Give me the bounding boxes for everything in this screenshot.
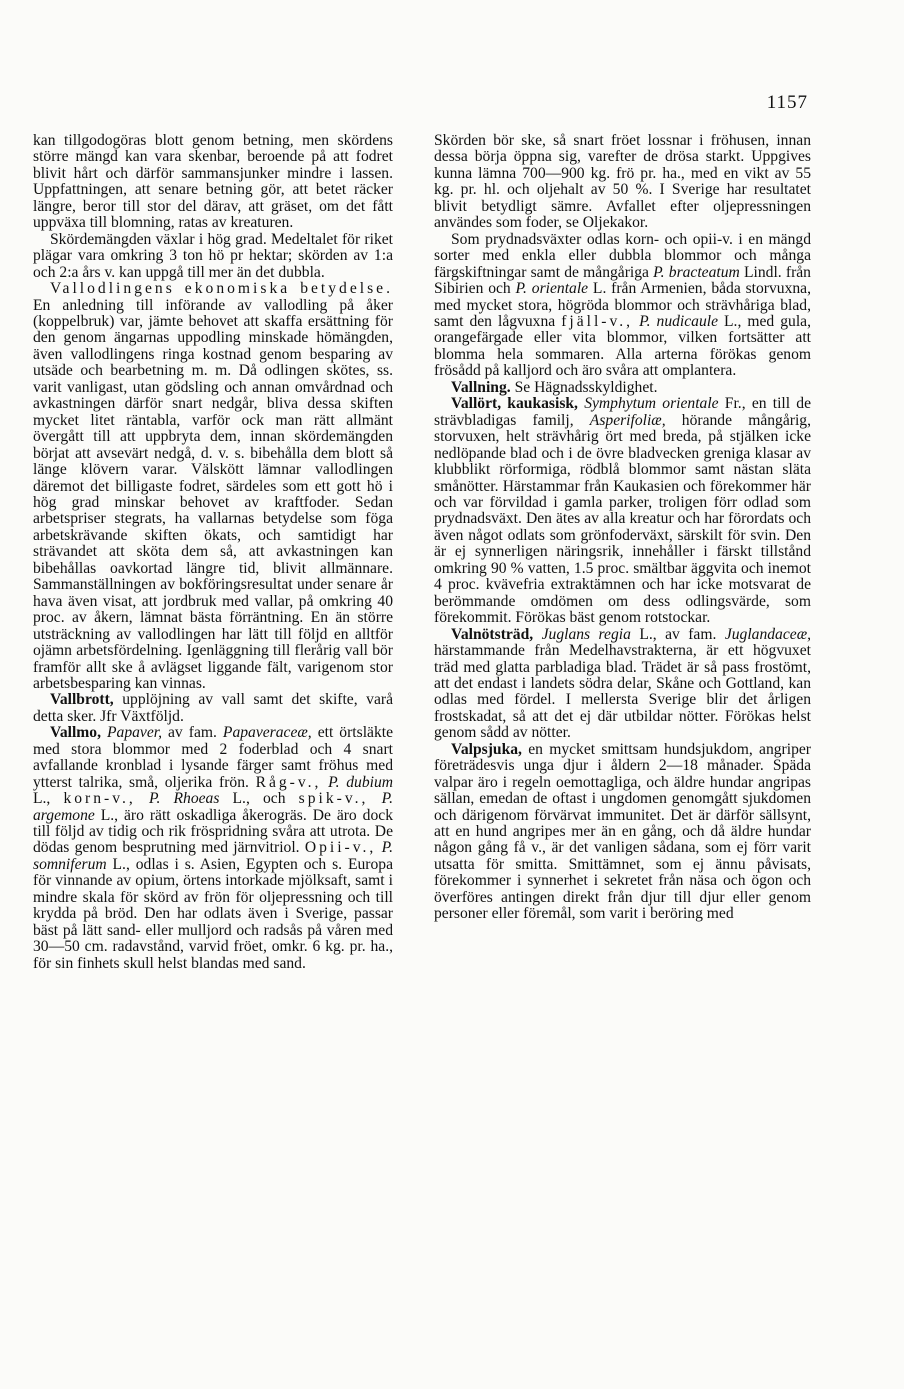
article-paragraph [434,133,811,232]
text-run: Som prydnadsväxter odlas korn- och opii-v. i en mängd sorter med enkla eller dubbla blommor och många färgskiftningar samt de mångåriga [434,230,811,281]
article-paragraph [434,232,811,380]
text-run: P. Rhoeas [148,790,220,808]
left-column [33,133,393,972]
page-number: 1157 [766,92,808,113]
article-paragraph [434,396,811,626]
text-run [136,790,149,807]
entry-headword: Vallmo, [50,724,101,742]
text-run: fjäll-v., [561,312,634,330]
article-paragraph [33,281,393,692]
text-run: Papaveraceæ, [222,724,312,742]
text-run: Vallodlingens ekonomiska betydelse. [50,280,393,298]
text-run: Lindl. från Sibirien och [434,263,811,298]
text-run: L., [33,790,64,808]
text-run [533,626,541,643]
text-run: Skördemängden växlar i hög grad. Medeltalet för riket plägar vara omkring 3 ton hö pr hektar; skörden av 1:a och 2:a års v. kan uppgå till mer än det dubbla. [33,230,393,281]
text-run: spik-v., [298,790,369,808]
text-run: P. nudicaule [639,312,719,330]
text-run: L., med gula, orangefärgade eller vita blommor, vilken fortsätter att blomma hela sommaren. Alla arterna förökas genom frösådd på kalljord och äro svåra att omplantera. [434,312,811,380]
text-run: härstammande från Medelhavstrakterna, är ett högvuxet träd med glatta parbladiga blad. Trädet är så pass frostömt, att det endast i landets södra delar, Skåne och Gottland, kan odlas med fördel. I mellersta Sverige blir det årligen frostskadat, så att det ej där utbildar nötter. Förökas helst genom sådd av nötter. [434,642,811,742]
article-paragraph [434,380,811,396]
article-paragraph [33,133,393,232]
article-paragraph [434,742,811,923]
text-run: Skörden bör ske, så snart fröet lossnar i fröhusen, innan dessa börja öppna sig, varefter de drösa starkt. Uppgives kunna lämna 700—900 kg. frö pr. ha., med en vikt av 55 kg. pr. hl. och oljehalt av 50 %. I Sverige har resultatet blivit betydligt sämre. Avfallet efter oljepressningen användes som foder, se Oljekakor. [434,132,811,232]
text-run: L. från Armenien, båda storvuxna, med mycket stora, högröda blommor och strävhåriga blad, samt den lågvuxna [434,280,811,330]
right-column [434,133,811,923]
text-run [368,790,381,807]
article-paragraph [33,232,393,281]
text-run: L., av fam. [630,625,725,643]
text-run: L., och [219,790,299,808]
article-paragraph [33,725,393,972]
entry-headword: Valpsjuka, [451,740,522,758]
text-run: korn-v., [63,790,136,808]
text-run: P. somniferum [33,839,393,873]
text-run: L., odlas i s. Asien, Egypten och s. Europa för vinnande av opium, örtens intorkade mjölksaft, samt i mindre skala för skörd av frön för oljepressning och till krydda på bröd. Den har odlats även i Sverige, passar bäst på lätt sand- eller mulljord och radsås på våren med 30—50 cm. radavstånd, varvid fröet, omkr. 6 kg. pr. ha., för sin finhets skull helst blandas med sand. [33,855,393,972]
text-run: kan tillgodogöras blott genom betning, men skördens större mängd kan vara skenbar, beroende på att fodret blivit hårt och därför sammansjunker mindre i lassen. Uppfattningen, att senare betning gör, att betet räcker längre, beror till stor del därav, att gräset, om det fått uppväxa till blomning, ratas av kreaturen. [33,132,393,232]
text-run: P. argemone [33,790,393,824]
article-paragraph [434,627,811,742]
text-run: av fam. [162,724,223,742]
text-run: Opii-v., [304,839,377,857]
text-run: upplöjning av vall samt det skifte, varå detta sker. Jfr Växtföljd. [33,691,393,725]
text-run: Fr., en till de strävbladigas familj, [434,395,811,429]
text-run: Juglans regia [541,625,631,643]
text-run: en mycket smittsam hundsjukdom, angriper företrädesvis unga djur i åldern 2—18 månader. Späda valpar äro i regeln oemottagliga, och äldre hundar angripas sällan, emedan de oftast i ungdomen genomgått sjukdomen och därigenom förvärvat immunitet. Det är därför sällsynt, att en hund angripes mer än en gång, och då äldre hundar någon gång få v., är det vanligen sådana, som ej förr varit utsatta för smitta. Smittämnet, som ej ännu påvisats, förekommer i synnerhet i sekretet från näsa och ögon och överföres antingen direkt från djur till djur eller genom personer eller föremål, som varit i beröring med [434,740,811,923]
text-run: P. orientale [515,280,589,298]
text-run: P. dubium [328,773,394,791]
article-paragraph [33,692,393,725]
text-run: Asperifoliæ, [589,411,666,429]
entry-headword: Vallning. [451,378,511,396]
text-run: L., äro rätt oskadliga åkerogräs. De äro dock till följd av tidig och rik fröspridning svåra att utrota. De dödas genom besprutning med järnvitriol. [33,806,393,857]
text-run: Papaver, [107,724,162,742]
text-run: Symphytum orientale [584,395,719,413]
text-run: Se Hägnadsskyldighet. [510,378,658,396]
text-run: Råg-v., [255,773,322,791]
entry-headword: Vallbrott, [50,691,114,709]
text-run: P. bracteatum [653,263,740,281]
text-run: Juglandaceæ, [724,625,811,643]
text-run: hörande mångårig, storvuxen, helt strävhårig ört med breda, på stjälken icke nedlöpande blad och i de övre bladvecken greniga klasar av klubblikt rörformiga, rödblå blommor samt nästan släta smånötter. Härstammar från Kaukasien och förekommer här och var förvildad i gamla parker, troligen förr odlad som prydnadsväxt. Den ätes av alla kreatur och har förordats och även något odlats som grönfoderväxt, särskilt för svin. Den är ej synnerligen näringsrik, innehåller i färskt tillstånd omkring 90 % vatten, 1.5 proc. smältbar äggvita och inemot 4 proc. kvävefria extraktämnen och har icke motsvarat de berömmande omdömen om dess odlingsvärde, som förekommit. Förökas bäst genom rotstockar. [434,411,811,627]
entry-headword: Vallört, kaukasisk, [451,395,578,413]
text-run: ett örtsläkte med stora blommor med 2 foderblad och 4 snart avfallande kronblad i lysande färger samt fröhus med ytterst talrika, små, oljerika frön. [33,724,393,791]
entry-headword: Valnötsträd, [451,625,534,643]
text-run: En anledning till införande av vallodling på åker (koppelbruk) var, jämte behovet att skaffa ersättning för den genom ängarnas uppodling minskade hömängden, även vallodlingens ringa kostnad genom besparing av utsäde och bearbetning m. m. Då odlingen skötes, ss. varit vanligast, utan gödsling och annan omvårdnad och avkastningen därför snart nedgår, bliva dessa skiften mycket litet räntabla, varför ock man rätt allmänt övergått till att uppbryta dem, innan skördemängden börjat att avsevärt nedgå, d. v. s. bibehålla dem blott så länge klövern varar. Välskött lämnar vallodlingen däremot det billigaste fodret, särdeles som ett gott hö i hög grad minskar behovet av kraftfoder. Sedan arbetspriser stegrats, ha vallarnas betydelse som föga arbetskrävande skiften ökats, och samtidigt har strävandet att sköta dem så, att avkastningen kan bibehållas oavkortad längre tid, blivit allmännare. Sammanställningen av bokföringsresultat under senare år hava även visat, att jordbruk med vallar, på omkring 40 proc. av åkern, lämnat bästa förräntning. En än större utsträckning av vallodlingen har lätt till följd en alltför ojämn arbetsfördelning. Igenläggning till flerårig vall bör framför allt ske å avlägset liggande fält, varigenom stor arbetsbesparing kan vinnas. [33,296,393,692]
